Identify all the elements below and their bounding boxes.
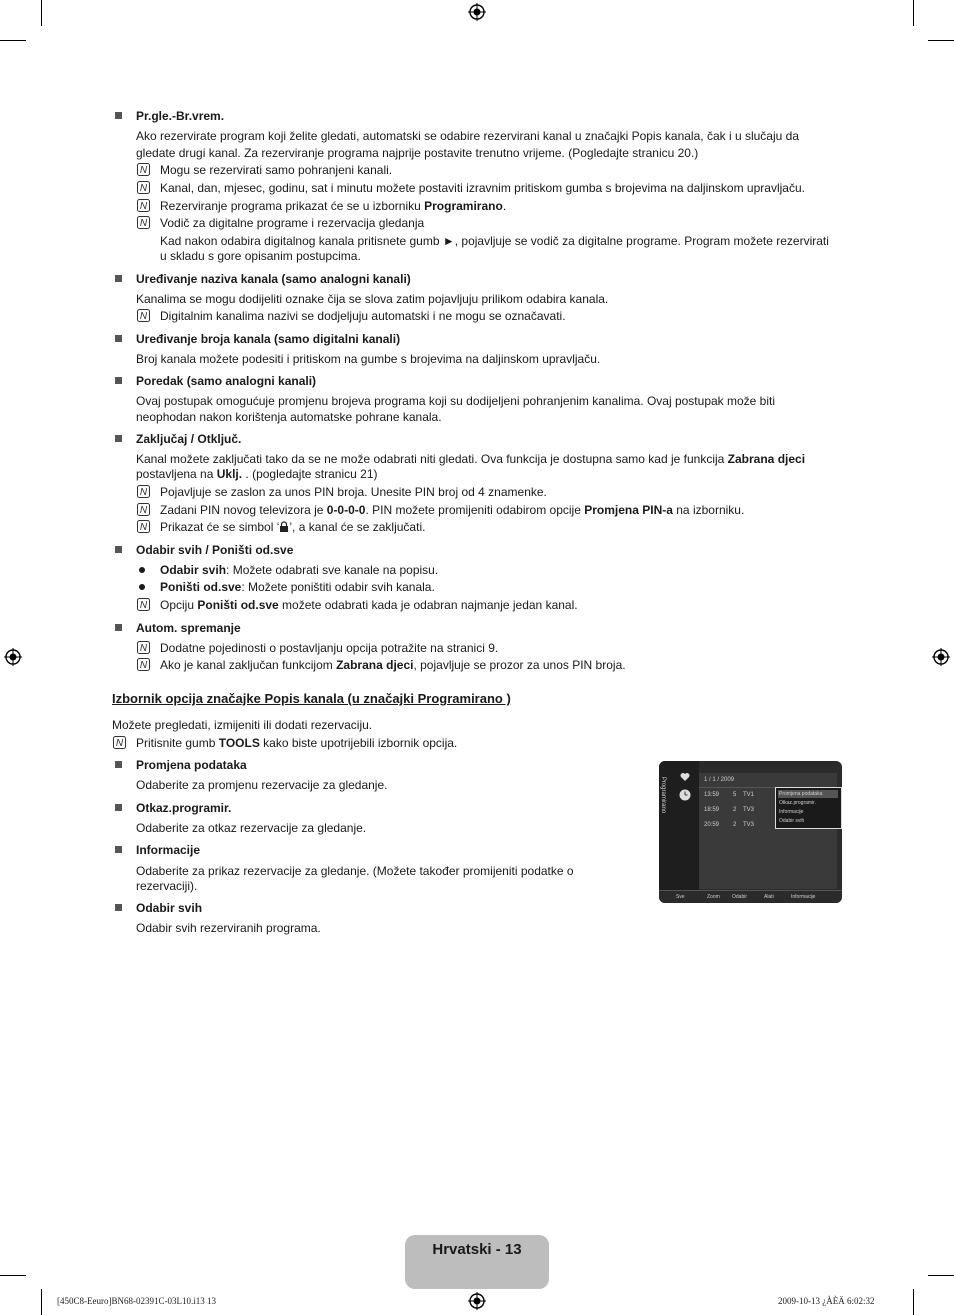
section-body: Broj kanala možete podesiti i pritiskom na gumbe s brojevima na daljinskom upravljaču. [136,352,601,366]
note-text: Pojavljuje se zaslon za unos PIN broja. Unesite PIN broj od 4 znamenke. [160,485,547,499]
tv-popup-item: Informacije [779,809,804,815]
section-title: Uređivanje naziva kanala (samo analogni kanali) [136,272,411,286]
registration-mark-icon [4,648,22,666]
tv-row-num: 2 [733,822,737,828]
bullet-dot [139,567,145,573]
note-text: Digitalnim kanalima nazivi se dodjeljuju automatski i ne mogu se označavati. [160,309,566,323]
bullet-square [115,904,122,911]
svg-text:N: N [139,505,148,516]
crop-mark [913,1289,914,1315]
note-text: Ako je kanal zaključan funkcijom Zabrana djeci, pojavljuje se prozor za unos PIN broja. [160,658,626,672]
note-icon [137,199,150,212]
crop-mark [0,1275,26,1276]
note-icon [137,503,150,516]
svg-text:N: N [139,165,148,176]
tv-row-channel: TV1 [743,792,755,798]
svg-text:N: N [139,522,148,533]
tv-row-time: 13:59 [704,792,720,798]
footer-timestamp: 2009-10-13 ¿ÀÈÄ 6:02:32 [778,1296,875,1306]
menu-item-body: rezervaciji). [136,879,198,893]
note-text: Opciju Poništi od.sve možete odabrati kada je odabran najmanje jedan kanal. [160,598,578,612]
section-body: Ako rezervirate program koji želite gledati, automatski se odabire rezervirani kanal u značajki Popis kanala, čak i u slučaju da [136,129,799,143]
menu-heading: Izbornik opcija značajke Popis kanala (u značajki Programirano ) [112,691,511,706]
bullet-square [115,435,122,442]
menu-item-body: Odaberite za otkaz rezervacije za gledanje. [136,821,367,835]
note-icon [137,216,150,229]
tv-popup-item: Odabir svih [779,818,805,824]
section-title: Pr.gle.-Br.vrem. [136,109,225,123]
note-icon [137,309,150,322]
bullet-text: Odabir svih: Možete odabrati sve kanale na popisu. [160,563,439,577]
bullet-square [115,335,122,342]
menu-item-body: Odabir svih rezerviranih programa. [136,921,321,935]
note-text: Pritisnite gumb TOOLS kako biste upotrijebili izbornik opcija. [136,736,458,750]
note-icon [137,520,150,533]
note-icon [137,181,150,194]
section-body: neophodan nakon korištenja automatske pohrane kanala. [136,410,442,424]
note-icon [137,485,150,498]
tv-date: 1 / 1 / 2009 [704,777,735,783]
tv-row-num: 2 [733,807,737,813]
svg-text:N: N [139,218,148,229]
section-title: Zaključaj / Otključ. [136,432,242,446]
tv-footer-item: Odabir [732,894,748,900]
note-icon [137,658,150,671]
tv-row-channel: TV3 [743,822,755,828]
svg-text:N: N [115,738,124,749]
clock-icon [679,789,691,801]
menu-item-title: Informacije [136,843,201,857]
menu-item-body: Odaberite za prikaz rezervacije za gledanje. (Možete također promijeniti podatke o [136,864,574,878]
bullet-square [115,275,122,282]
registration-mark-icon [468,3,486,21]
crop-mark [0,40,26,41]
tv-row-time: 20:59 [704,822,720,828]
tv-row-time: 18:59 [704,807,720,813]
tv-footer-item: Alati [764,894,774,900]
bullet-square [115,804,122,811]
bullet-square [115,624,122,631]
note-icon [113,736,126,749]
tv-footer-item: Sve [676,894,685,900]
svg-text:N: N [139,643,148,654]
tv-popup-item: Promjena podataka [779,791,823,797]
page-number: Hrvatski - 13 [432,1241,522,1258]
page-number-box [405,1235,549,1289]
bullet-square [115,846,122,853]
footer-file-info: [450C8-Eeuro]BN68-02391C-03L10.i13 13 [57,1296,216,1306]
note-text: Prikazat će se simbol ‘ ’, a kanal će se zaključati. [160,520,426,534]
bullet-square [115,761,122,768]
tv-row-channel: TV3 [743,807,755,813]
menu-item-title: Odabir svih [136,901,203,915]
svg-text:N: N [139,487,148,498]
crop-mark [928,40,954,41]
note-icon [137,163,150,176]
section-title: Odabir svih / Poništi od.sve [136,543,294,557]
section-title: Poredak (samo analogni kanali) [136,374,317,388]
svg-text:N: N [139,660,148,671]
section-body: Kanalima se mogu dodijeliti oznake čija se slova zatim pojavljuju prilikom odabira kanala. [136,292,609,306]
lock-icon [279,521,289,532]
note-text: Kanal, dan, mjesec, godinu, sat i minutu možete postaviti izravnim pritiskom gumba s brojevima na daljinskom upravljaču. [160,181,805,195]
tv-sidebar [659,761,699,891]
note-icon [137,598,150,611]
section-title: Uređivanje broja kanala (samo digitalni kanali) [136,332,401,346]
note-text: Zadani PIN novog televizora je 0-0-0-0. PIN možete promijeniti odabirom opcije Promjena PIN-a na izborniku. [160,503,745,517]
menu-item-title: Promjena podataka [136,758,247,772]
note-text: Rezerviranje programa prikazat će se u izborniku Programirano. [160,199,507,213]
section-body: Kanal možete zaključati tako da se ne može odabrati niti gledati. Ova funkcija je dostupna samo kad je funkcija Zabrana djeci [136,452,806,466]
section-body: Ovaj postupak omogućuje promjenu brojeva programa koji su dodijeljeni pohranjenim kanalima. Ovaj postupak može biti [136,394,776,408]
tv-popup-item: Otkaz.programir. [779,800,816,806]
note-text: Dodatne pojedinosti o postavljanju opcija potražite na stranici 9. [160,641,499,655]
tv-screen-illustration [659,761,842,903]
bullet-square [115,377,122,384]
bullet-square [115,546,122,553]
section-body: gledate drugi kanal. Za rezerviranje programa najprije postavite trenutno vrijeme. (Pogledajte stranicu 20.) [136,146,699,160]
bullet-text: Poništi od.sve: Možete poništiti odabir svih kanala. [160,580,435,594]
tv-tools-popup [775,787,842,829]
svg-text:N: N [139,600,148,611]
tv-footer [659,890,842,903]
note-body: u skladu s gore opisanim postupcima. [160,249,361,263]
registration-mark-icon [468,1292,486,1310]
menu-item-body: Odaberite za promjenu rezervacije za gledanje. [136,778,388,792]
svg-text:N: N [139,183,148,194]
tv-side-label: Programirano [660,776,667,814]
tv-row-num: 5 [733,792,737,798]
bullet-square [115,112,122,119]
tv-footer-item: Informacije [791,894,816,900]
svg-text:N: N [139,201,148,212]
crop-mark [928,1275,954,1276]
menu-intro: Možete pregledati, izmijeniti ili dodati rezervaciju. [112,718,373,732]
note-icon [137,641,150,654]
note-text: Mogu se rezervirati samo pohranjeni kanali. [160,163,393,177]
crop-mark [41,0,42,26]
svg-text:N: N [139,311,148,322]
note-body: Kad nakon odabira digitalnog kanala pritisnete gumb ►, pojavljuje se vodič za digitalne programe. Program možete rezervirati [160,234,829,248]
crop-mark [913,0,914,26]
heart-icon [680,772,690,782]
bullet-dot [139,584,145,590]
crop-mark [41,1289,42,1315]
section-body: postavljena na Uklj. . (pogledajte stranicu 21) [136,467,378,481]
menu-item-title: Otkaz.programir. [136,801,232,815]
section-title: Autom. spremanje [136,621,241,635]
tv-footer-item: Zoom [707,894,720,900]
registration-mark-icon [932,648,950,666]
note-text: Vodič za digitalne programe i rezervacija gledanja [160,216,425,230]
